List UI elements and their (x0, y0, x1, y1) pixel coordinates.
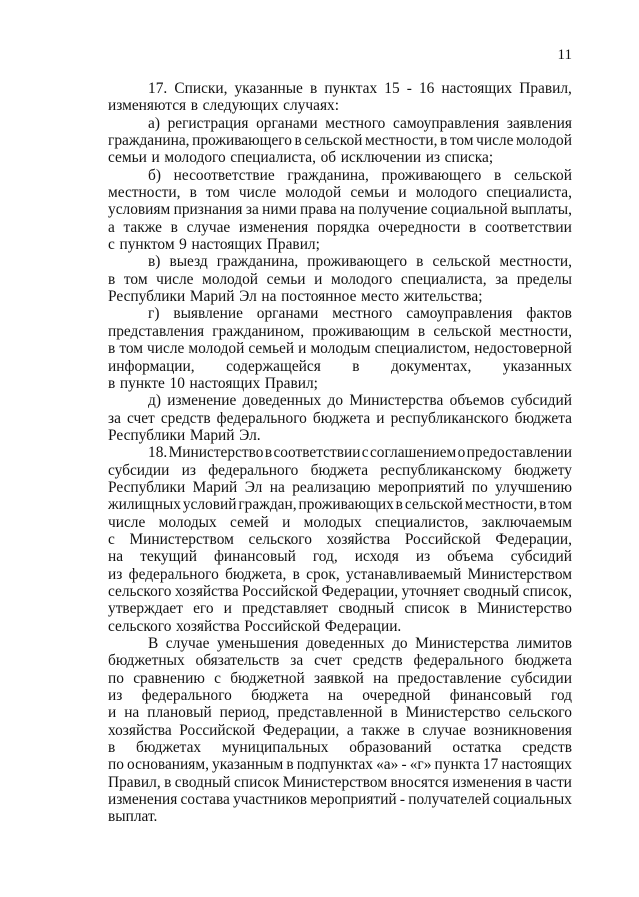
text-line: из федерального бюджета на очередной финансовый год (108, 687, 572, 705)
text-line: г) выявление органами местного самоуправления фактов (148, 305, 572, 323)
text-line: 17. Списки, указанные в пунктах 15 - 16 настоящих Правил, (148, 80, 572, 97)
text-line: а также в случае изменения порядка очередности в соответствии (108, 218, 572, 236)
text-line: в пункте 10 настоящих Правил; (108, 374, 318, 392)
text-line: д) изменение доведенных до Министерства объемов субсидий (148, 392, 572, 410)
text-line: с пунктом 9 настоящих Правил; (108, 236, 320, 254)
text-line: изменяются в следующих случаях: (108, 97, 340, 115)
text-line: в бюджетах муниципальных образований остатка средств (108, 739, 572, 757)
text-line: Республики Марий Эл на реализацию мероприятий по улучшению (108, 478, 572, 496)
text-line: б) несоответствие гражданина, проживающего в сельской (148, 166, 572, 184)
text-line: Республики Марий Эл. (108, 426, 261, 444)
text-line: хозяйства Российской Федерации, а также в случае возникновения (108, 721, 572, 739)
text-line: по сравнению с бюджетной заявкой на предоставление субсидии (108, 669, 572, 687)
text-line: информации, содержащейся в документах, указанных (108, 357, 572, 375)
text-line: условиям признания за ними права на получение социальной выплаты, (108, 201, 572, 219)
text-line: а) регистрация органами местного самоуправления заявления (148, 114, 572, 132)
page-number: 11 (557, 47, 572, 63)
text-line: за счет средств федерального бюджета и республиканского бюджета (108, 409, 572, 427)
text-line: на текущий финансовый год, исходя из объема субсидий (108, 548, 572, 566)
text-line: В случае уменьшения доведенных до Министерства лимитов (148, 635, 572, 652)
text-line: субсидии из федерального бюджета республиканскому бюджету (108, 461, 572, 479)
document-body (108, 80, 572, 826)
text-line: изменения состава участников мероприятий - получателей социальных (108, 791, 572, 809)
text-line: семьи и молодого специалиста, об исключении из списка; (108, 149, 494, 167)
text-line: из федерального бюджета, в срок, устанавливаемый Министерством (108, 565, 572, 583)
text-line: жилищных условий граждан, проживающих в сельской местности, в том (108, 496, 572, 514)
text-line: 18. Министерство в соответствии с соглашением о предоставлении (148, 444, 572, 462)
text-line: числе молодых семей и молодых специалистов, заключаемым (108, 513, 572, 531)
text-line: сельского хозяйства Российской Федерации, уточняет сводный список, (108, 582, 572, 600)
text-line: Правил, в сводный список Министерством вносятся изменения в части (108, 773, 572, 791)
text-line: с Министерством сельского хозяйства Российской Федерации, (108, 530, 572, 548)
text-line: бюджетных обязательств за счет средств федерального бюджета (108, 652, 572, 670)
text-line: в том числе молодой семьей и молодым специалистом, недостоверной (108, 340, 572, 358)
text-line: в том числе молодой семьи и молодого специалиста, за пределы (108, 270, 572, 288)
text-line: утверждает его и представляет сводный список в Министерство (108, 600, 572, 618)
text-line: и на плановый период, представленной в Министерство сельского (108, 704, 572, 722)
text-line: Республики Марий Эл на постоянное место жительства; (108, 288, 483, 306)
text-line: выплат. (108, 808, 158, 826)
text-line: сельского хозяйства Российской Федерации. (108, 617, 402, 635)
text-line: гражданина, проживающего в сельской местности, в том числе молодой (108, 132, 572, 150)
text-line: местности, в том числе молодой семьи и молодого специалиста, (108, 184, 572, 202)
text-line: по основаниям, указанным в подпунктах «а» - «г» пункта 17 настоящих (108, 756, 572, 774)
text-line: представления гражданином, проживающим в сельской местности, (108, 322, 572, 340)
text-line: в) выезд гражданина, проживающего в сельской местности, (148, 253, 572, 271)
